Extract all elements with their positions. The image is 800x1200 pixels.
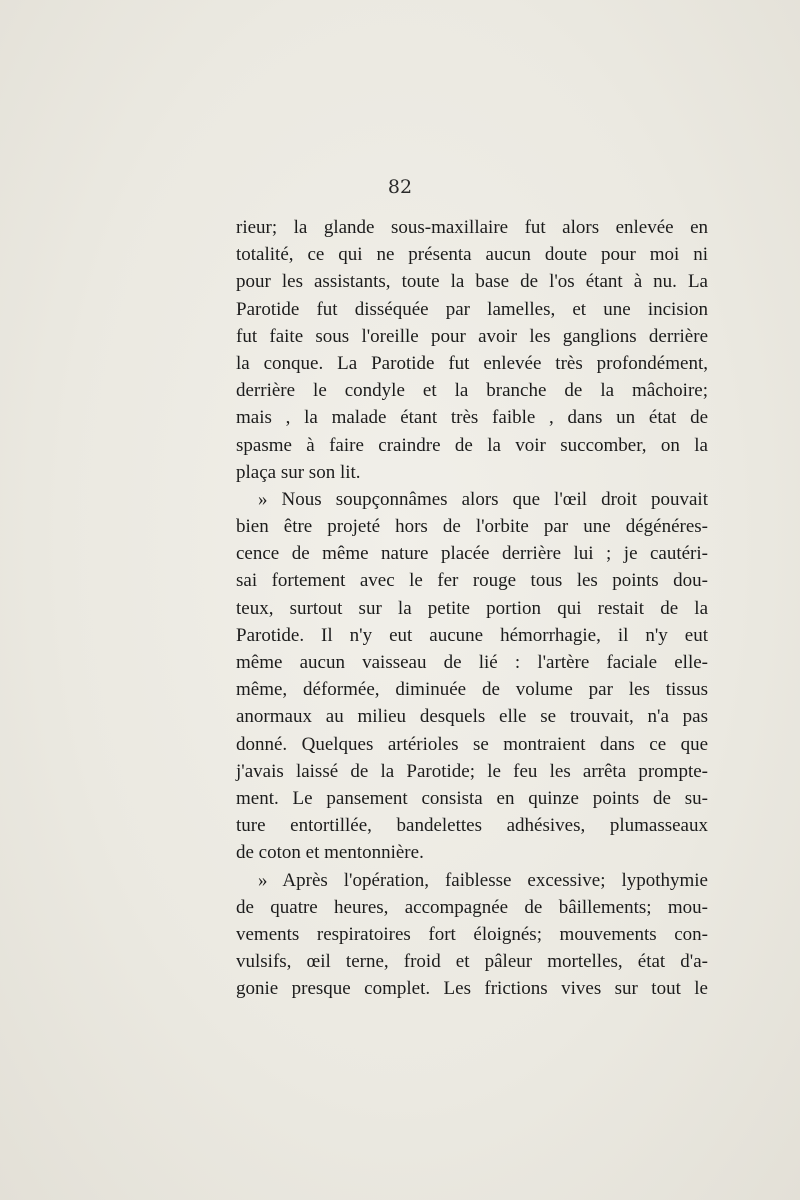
page-number: 82 <box>387 176 413 198</box>
text-line: cence de même nature placée derrière lui ; je cautéri- <box>236 543 708 565</box>
text-line: ment. Le pansement consista en quinze points de su- <box>236 787 708 809</box>
text-line: teux, surtout sur la petite portion qui restait de la <box>236 597 708 619</box>
text-line: derrière le condyle et la branche de la mâchoire; <box>236 380 708 402</box>
text-line: la conque. La Parotide fut enlevée très profondément, <box>236 352 708 374</box>
paragraph-start-line: » Nous soupçonnâmes alors que l'œil droit pouvait <box>258 488 708 510</box>
body-text <box>236 214 708 1002</box>
text-line: fut faite sous l'oreille pour avoir les ganglions derrière <box>236 325 708 347</box>
text-line: Parotide fut disséquée par lamelles, et une incision <box>236 298 708 320</box>
text-line: donné. Quelques artérioles se montraient dans ce que <box>236 733 708 755</box>
text-line: Parotide. Il n'y eut aucune hémorrhagie, il n'y eut <box>236 624 708 646</box>
text-line: rieur; la glande sous-maxillaire fut alors enlevée en <box>236 217 708 238</box>
text-line: de quatre heures, accompagnée de bâillements; mou- <box>236 896 708 918</box>
text-line: ture entortillée, bandelettes adhésives, plumasseaux <box>236 815 708 837</box>
text-line: plaça sur son lit. <box>236 461 361 483</box>
text-line: j'avais laissé de la Parotide; le feu les arrêta prompte- <box>236 760 708 782</box>
paragraph-start-line: » Après l'opération, faiblesse excessive; lypothymie <box>258 869 708 891</box>
text-line: totalité, ce qui ne présenta aucun doute pour moi ni <box>236 244 708 266</box>
text-line: sai fortement avec le fer rouge tous les points dou- <box>236 570 708 592</box>
text-line: vulsifs, œil terne, froid et pâleur mortelles, état d'a- <box>236 951 708 973</box>
text-line: mais , la malade étant très faible , dans un état de <box>236 407 708 429</box>
text-line: même, déformée, diminuée de volume par les tissus <box>236 679 708 701</box>
text-line: gonie presque complet. Les frictions vives sur tout le <box>236 978 708 1000</box>
text-line: vements respiratoires fort éloignés; mouvements con- <box>236 923 708 945</box>
text-line: bien être projeté hors de l'orbite par une dégénéres- <box>236 516 708 538</box>
text-line: spasme à faire craindre de la voir succomber, on la <box>236 434 708 456</box>
text-line: même aucun vaisseau de lié : l'artère faciale elle- <box>236 652 708 673</box>
text-line: de coton et mentonnière. <box>236 842 424 864</box>
text-line: anormaux au milieu desquels elle se trouvait, n'a pas <box>236 706 708 728</box>
text-line: pour les assistants, toute la base de l'os étant à nu. La <box>236 271 708 293</box>
